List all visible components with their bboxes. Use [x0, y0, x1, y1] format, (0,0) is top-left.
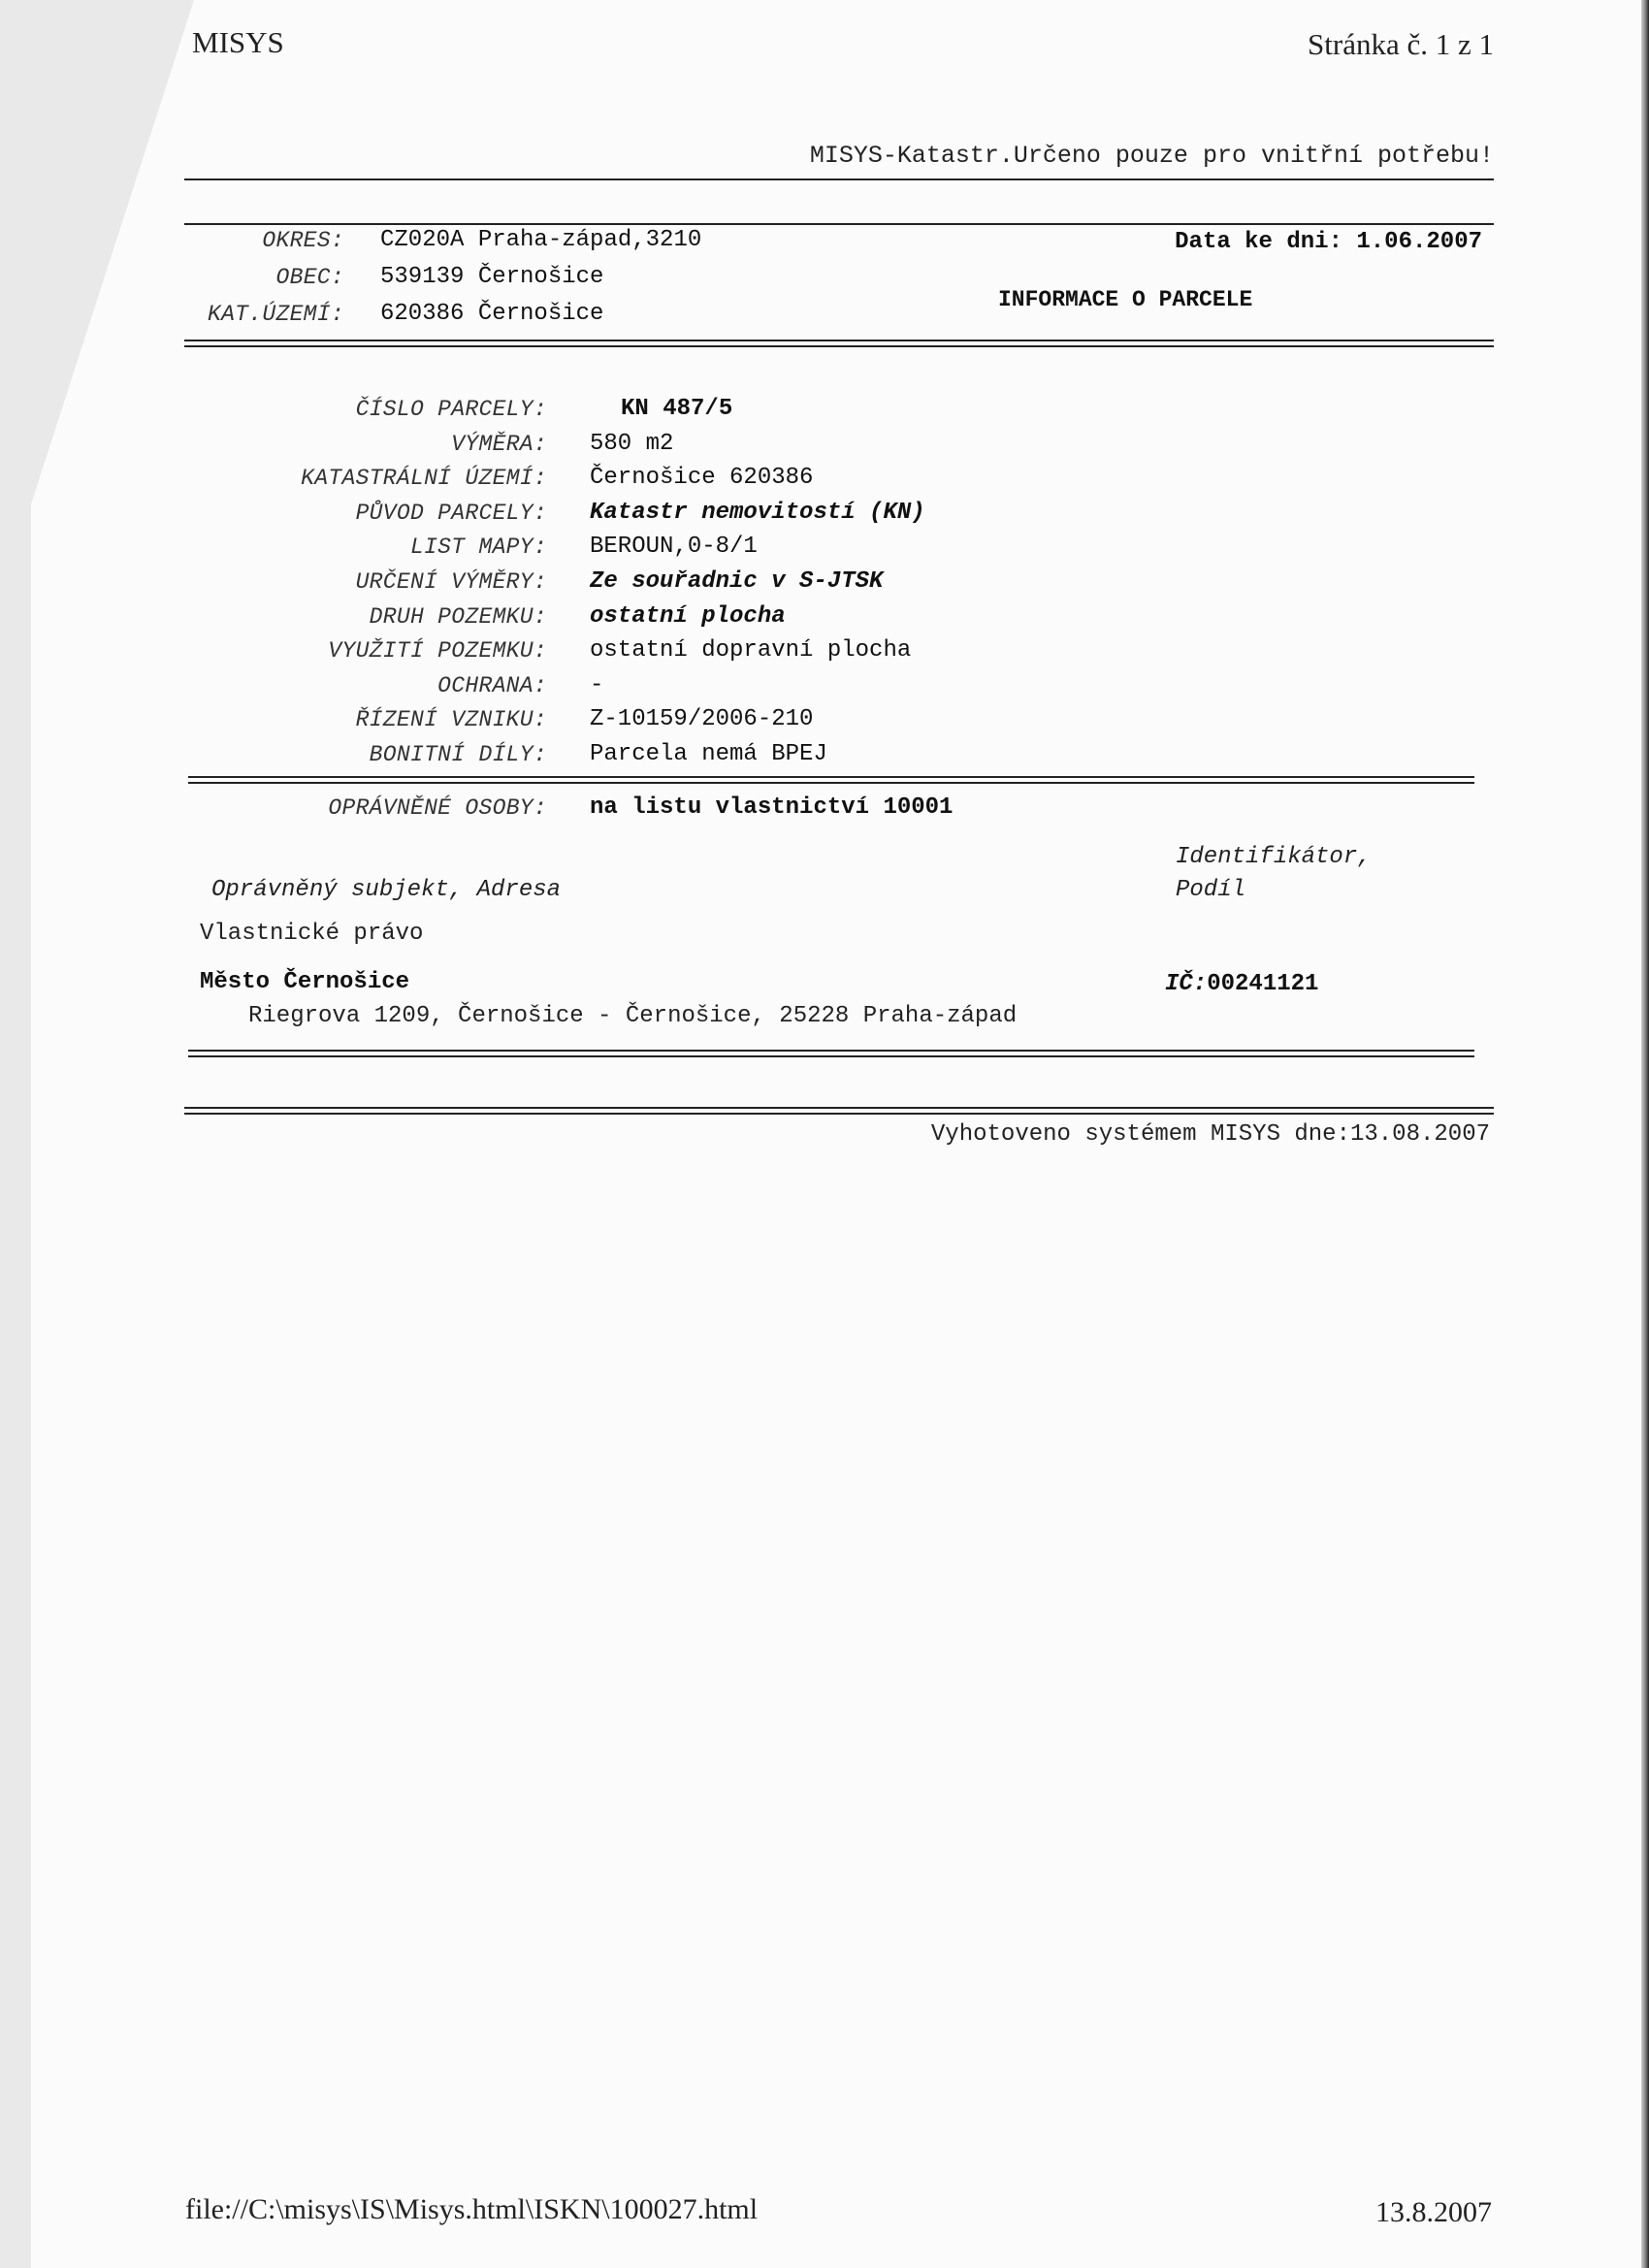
opravnene-osoby-label: OPRÁVNĚNÉ OSOBY:: [328, 795, 547, 821]
col-identifier-header: Identifikátor,: [1176, 844, 1372, 870]
owner-name: Město Černošice: [200, 969, 410, 995]
parcel-row-label: PŮVOD PARCELY:: [355, 501, 547, 526]
okres-value: CZ020A Praha-západ,3210: [380, 227, 702, 253]
owners-bottom-divider: [188, 1050, 1474, 1057]
parcel-row-label: ČÍSLO PARCELY:: [355, 397, 547, 422]
print-footer-date: 13.8.2007: [1375, 2196, 1492, 2228]
parcel-row-value: Katastr nemovitostí (KN): [590, 500, 925, 526]
parcel-row-label: DRUH POZEMKU:: [369, 604, 547, 630]
print-header-title: MISYS: [192, 25, 284, 59]
info-heading: INFORMACE O PARCELE: [998, 287, 1253, 312]
parcel-row-value: 580 m2: [590, 431, 674, 457]
parcel-row-label: LIST MAPY:: [409, 535, 547, 560]
parcel-row-label: ŘÍZENÍ VZNIKU:: [355, 707, 547, 732]
scan-right-edge: [1641, 0, 1649, 2268]
col-share-header: Podíl: [1176, 877, 1246, 903]
parcel-row-value: BEROUN,0-8/1: [590, 534, 758, 560]
opravnene-osoby-value: na listu vlastnictví 10001: [590, 794, 954, 821]
print-footer-file-path: file://C:\misys\IS\Misys.html\ISKN\100027.html: [185, 2193, 759, 2225]
owner-id-value: 00241121: [1207, 971, 1319, 997]
parcel-row-value: Parcela nemá BPEJ: [590, 741, 827, 767]
kat-uzemi-label: KAT.ÚZEMÍ:: [207, 302, 344, 327]
parcel-bottom-divider: [188, 776, 1474, 784]
parcel-row-value: ostatní plocha: [590, 603, 786, 630]
notice-divider: [184, 178, 1494, 180]
data-ke-dni: Data ke dni: 1.06.2007: [1175, 229, 1482, 255]
parcel-row-value: Ze souřadnic v S-JTSK: [590, 568, 884, 595]
parcel-row-label: BONITNÍ DÍLY:: [369, 742, 547, 767]
ownership-type: Vlastnické právo: [200, 921, 424, 947]
parcel-row-label: VYUŽITÍ POZEMKU:: [328, 638, 547, 664]
okres-label: OKRES:: [262, 228, 344, 253]
internal-use-notice: MISYS-Katastr.Určeno pouze pro vnitřní potřebu!: [809, 142, 1494, 170]
obec-label: OBEC:: [275, 265, 344, 290]
generated-by: Vyhotoveno systémem MISYS dne:13.08.2007: [930, 1121, 1490, 1148]
owner-id-label: IČ:: [1165, 971, 1208, 997]
header-top-divider: [184, 223, 1494, 225]
owner-id: [1165, 971, 1318, 997]
parcel-row-value: ostatní dopravní plocha: [590, 637, 912, 664]
parcel-row-value: Černošice 620386: [590, 465, 814, 491]
parcel-row-label: URČENÍ VÝMĚRY:: [355, 569, 547, 595]
header-bottom-divider: [184, 340, 1494, 347]
owner-address: Riegrova 1209, Černošice - Černošice, 25228 Praha-západ: [248, 1003, 1018, 1029]
col-subject-header: Oprávněný subjekt, Adresa: [211, 877, 562, 903]
parcel-row-value: -: [590, 672, 604, 698]
parcel-row-value: Z-10159/2006-210: [590, 706, 814, 732]
obec-value: 539139 Černošice: [380, 264, 604, 290]
print-header-page-counter: Stránka č. 1 z 1: [1308, 27, 1494, 61]
parcel-row-label: KATASTRÁLNÍ ÚZEMÍ:: [301, 466, 547, 491]
kat-uzemi-value: 620386 Černošice: [380, 301, 604, 327]
parcel-row-label: VÝMĚRA:: [451, 432, 547, 457]
footer-top-divider: [184, 1107, 1494, 1115]
parcel-row-value: KN 487/5: [621, 396, 733, 422]
parcel-row-label: OCHRANA:: [437, 673, 547, 698]
